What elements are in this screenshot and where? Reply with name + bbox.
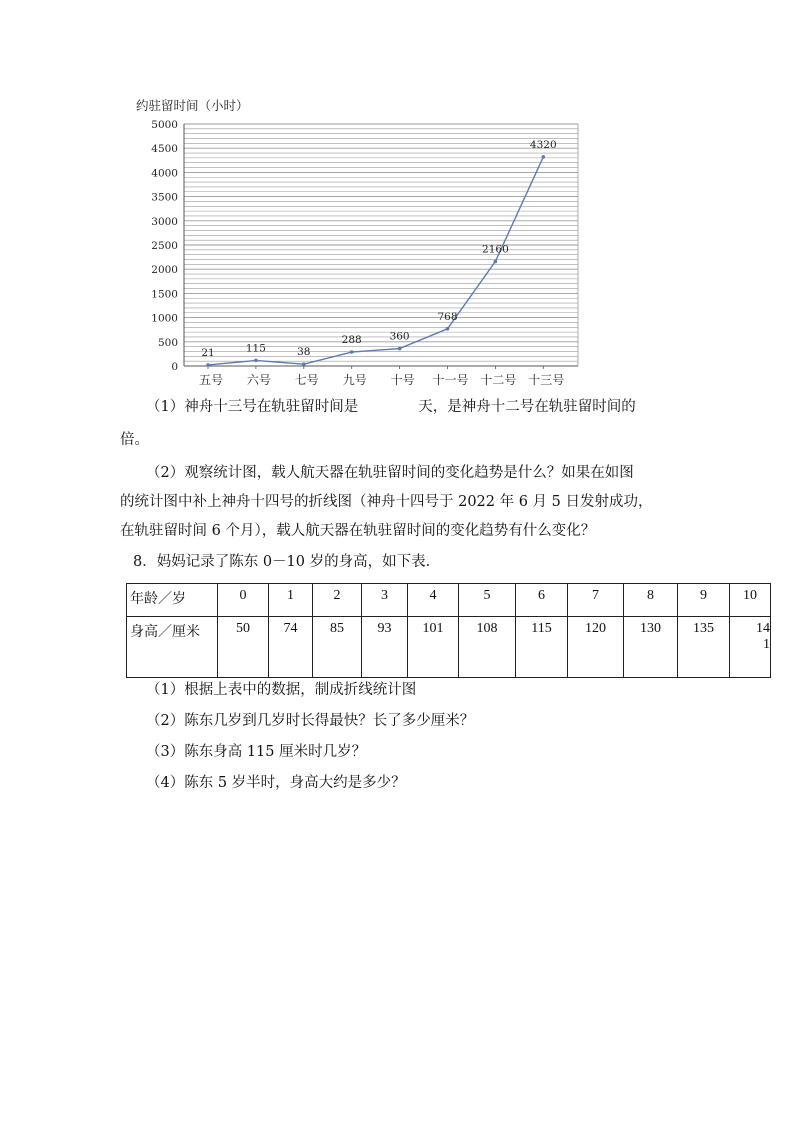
y-tick-label: 1000 xyxy=(151,312,178,325)
data-point xyxy=(542,155,546,159)
data-point xyxy=(302,362,306,366)
table-cell: 74 xyxy=(269,617,313,678)
table-cell: 9 xyxy=(678,584,730,617)
table-cell: 6 xyxy=(516,584,568,617)
table-cell: 7 xyxy=(568,584,624,617)
table-header-height: 身高／厘米 xyxy=(127,617,218,678)
q8-sub3: （3）陈东身高 115 厘米时几岁？ xyxy=(146,744,367,760)
data-point xyxy=(398,347,402,351)
table-cell: 120 xyxy=(568,617,624,678)
table-header-age: 年龄／岁 xyxy=(127,584,218,617)
table-cell: 93 xyxy=(362,617,408,678)
y-tick-label: 500 xyxy=(157,336,178,349)
q7-sub2-line-3: 在轨驻留时间 6 个月），载人航天器在轨驻留时间的变化趋势有什么变化？ xyxy=(120,523,596,539)
data-label: 115 xyxy=(245,342,266,355)
table-cell: 8 xyxy=(624,584,678,617)
data-label: 21 xyxy=(201,346,215,359)
q8-sub4: （4）陈东 5 岁半时，身高大约是多少？ xyxy=(146,775,406,791)
x-tick-label: 十三号 xyxy=(528,373,565,387)
table-cell: 2 xyxy=(313,584,362,617)
data-label: 288 xyxy=(341,334,362,347)
table-cell: 5 xyxy=(459,584,516,617)
q7-sub1-line xyxy=(146,397,636,417)
x-tick-label: 五号 xyxy=(198,373,224,387)
table-cell: 130 xyxy=(624,617,678,678)
q7-sub2-line-2: 的统计图中补上神舟十四号的折线图（神舟十四号于 2022 年 6 月 5 日发射成功， xyxy=(120,494,653,510)
q8-title: 8．妈妈记录了陈东 0－10 岁的身高，如下表． xyxy=(133,554,441,570)
x-tick-label: 六号 xyxy=(246,373,271,387)
series-line xyxy=(208,157,543,365)
age-height-table xyxy=(126,583,771,678)
y-tick-label: 0 xyxy=(171,361,178,373)
y-tick-label: 4500 xyxy=(151,143,178,156)
y-tick-label: 5000 xyxy=(151,119,178,131)
table-cell: 10 xyxy=(730,584,771,617)
data-label: 768 xyxy=(437,310,458,323)
x-tick-label: 九号 xyxy=(342,373,367,387)
q7-sub1-part-b: 天，是神舟十二号在轨驻留时间的 xyxy=(418,399,636,415)
y-tick-label: 3000 xyxy=(151,215,178,228)
table-cell: 115 xyxy=(516,617,568,678)
y-tick-label: 2500 xyxy=(151,240,178,252)
table-row-age xyxy=(127,584,771,617)
y-tick-label: 1500 xyxy=(151,288,178,301)
data-point xyxy=(206,363,210,367)
q7-sub1-part-c: 倍。 xyxy=(120,432,149,448)
data-point xyxy=(254,359,258,363)
table-row-height xyxy=(127,617,771,678)
data-point xyxy=(494,260,498,264)
table-cell: 1 xyxy=(269,584,313,617)
q8-sub1: （1）根据上表中的数据，制成折线统计图 xyxy=(146,682,417,698)
q7-sub2-line-1: （2）观察统计图，载人航天器在轨驻留时间的变化趋势是什么？如果在如图 xyxy=(146,465,634,481)
y-tick-label: 3500 xyxy=(151,191,178,204)
data-label: 2160 xyxy=(482,243,509,256)
stay-time-line-chart xyxy=(134,96,580,392)
x-tick-label: 十号 xyxy=(390,373,415,387)
data-point xyxy=(350,350,354,354)
y-axis-title: 约驻留时间（小时） xyxy=(136,98,249,113)
x-tick-label: 七号 xyxy=(294,373,319,387)
data-label: 4320 xyxy=(529,138,557,151)
table-cell: 108 xyxy=(459,617,516,678)
y-tick-label: 2000 xyxy=(151,264,178,277)
table-cell: 50 xyxy=(218,617,269,678)
table-cell: 135 xyxy=(678,617,730,678)
q8-sub2: （2）陈东几岁到几岁时长得最快？长了多少厘米？ xyxy=(146,713,475,729)
y-tick-label: 4000 xyxy=(151,167,178,180)
table-cell: 4 xyxy=(408,584,459,617)
data-point xyxy=(446,327,450,331)
chart-svg xyxy=(134,96,580,392)
q7-sub1-part-a: （1）神舟十三号在轨驻留时间是 xyxy=(146,399,359,415)
data-label: 38 xyxy=(297,346,311,359)
table-cell: 3 xyxy=(362,584,408,617)
x-tick-label: 十二号 xyxy=(480,373,517,387)
data-label: 360 xyxy=(389,330,410,343)
table-cell: 85 xyxy=(313,617,362,678)
table-cell: 101 xyxy=(408,617,459,678)
x-tick-label: 十一号 xyxy=(432,373,469,387)
table-cell: 141 xyxy=(730,617,771,678)
table-cell: 0 xyxy=(218,584,269,617)
